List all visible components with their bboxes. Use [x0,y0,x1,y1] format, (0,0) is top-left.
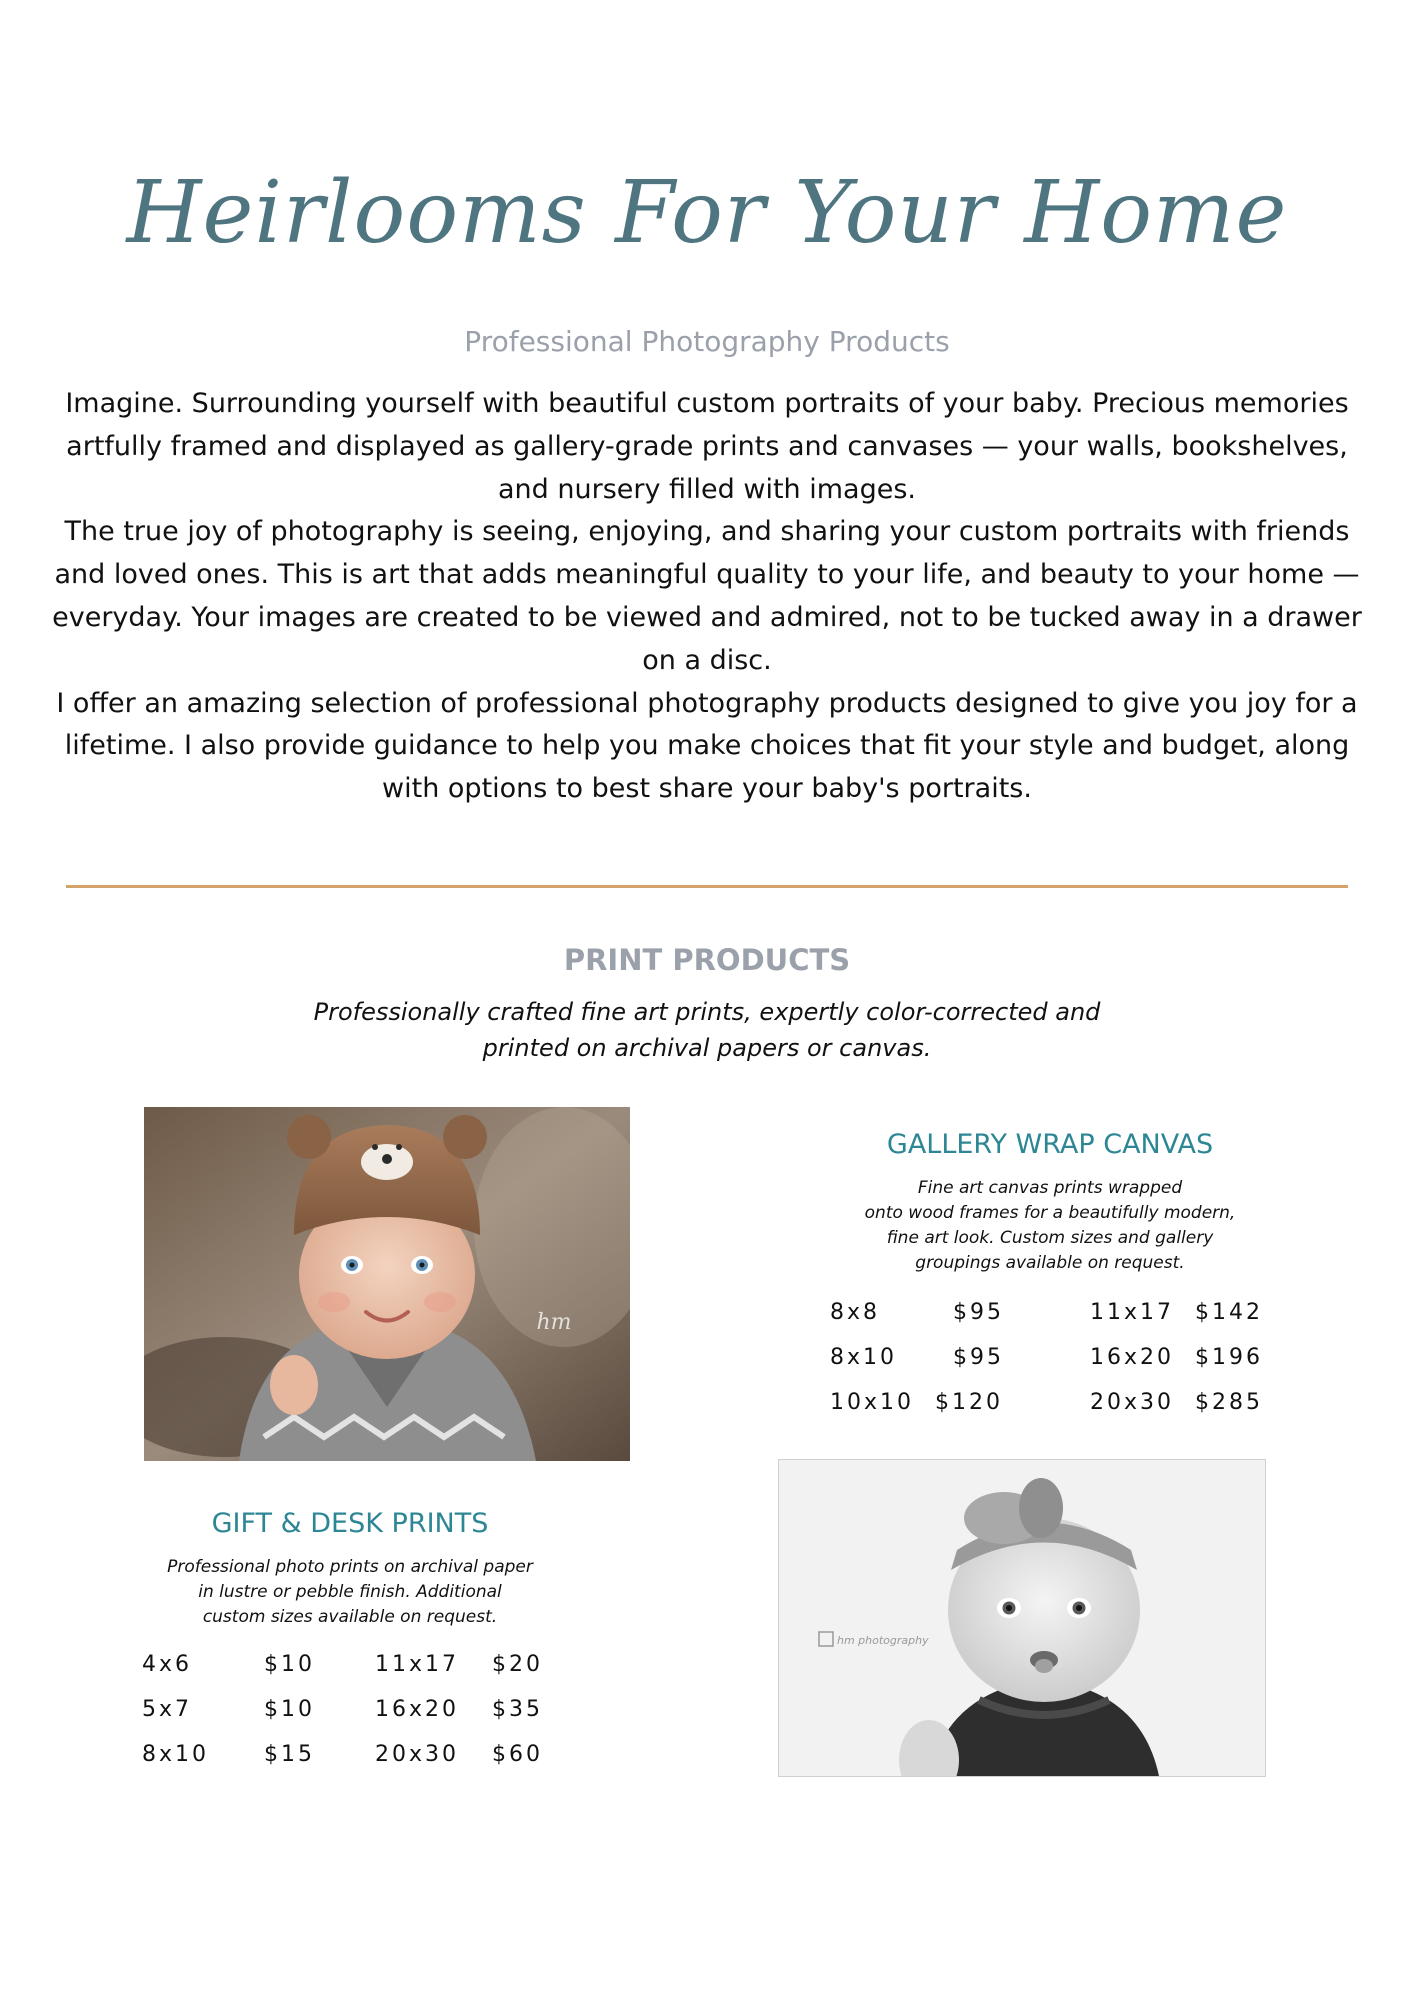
print-products-heading: PRINT PRODUCTS [563,943,851,977]
baby-bear-hat-photo [144,1107,630,1461]
price-value: $20 [492,1652,543,1677]
size-label: 8x10 [830,1345,898,1370]
size-label: 10x10 [830,1390,915,1415]
intro-paragraph: I offer an amazing selection of professional photography products designed to give you joy for a lifetime. I also provide guidance to help you make choices that fit your style and budget, along with options to best share your baby's portraits. [56,687,1358,805]
gallery-wrap-description [760,1176,1340,1276]
price-value: $15 [264,1742,315,1767]
size-label: 4x6 [142,1652,193,1677]
description-line: printed on archival papers or canvas. [482,1034,932,1062]
gift-desk-description [110,1555,590,1630]
description-line: onto wood frames for a beautifully modern, [864,1203,1236,1223]
photo-watermark: hm [536,1310,572,1335]
price-value: $95 [953,1300,1004,1325]
gallery-wrap-price-table [830,1300,1280,1430]
description-line: fine art look. Custom sizes and gallery [886,1228,1214,1248]
price-value: $196 [1195,1345,1263,1370]
print-products-description [0,994,1414,1066]
size-label: 8x8 [830,1300,881,1325]
price-value: $35 [492,1697,543,1722]
price-row [142,1742,582,1772]
description-line: Professional photo prints on archival paper [167,1557,533,1577]
description-line: custom sizes available on request. [202,1607,498,1627]
price-value: $120 [935,1390,1003,1415]
size-label: 11x17 [1090,1300,1175,1325]
baby-headband-photo [778,1459,1266,1777]
gift-desk-heading: GIFT & DESK PRINTS [211,1508,489,1539]
price-value: $142 [1195,1300,1263,1325]
section-divider [66,885,1348,888]
price-row [830,1390,1280,1420]
price-value: $60 [492,1742,543,1767]
price-row [142,1697,582,1727]
baby-headband-illustration [779,1460,1265,1776]
baby-bear-hat-illustration [144,1107,630,1461]
page-title: Heirlooms For Your Home [126,163,1288,263]
page-subtitle: Professional Photography Products [464,325,950,358]
description-line: Professionally crafted fine art prints, expertly color-corrected and [313,998,1101,1026]
price-value: $10 [264,1652,315,1677]
price-row [142,1652,582,1682]
price-row [830,1300,1280,1330]
description-line: groupings available on request. [915,1253,1185,1273]
price-row [830,1345,1280,1375]
intro-paragraph: Imagine. Surrounding yourself with beautiful custom portraits of your baby. Precious memories artfully framed and displayed as gallery-grade prints and canvases — your walls, bookshelves, and nursery filled with images. [65,388,1349,505]
intro-text [52,383,1362,811]
intro-paragraph: The true joy of photography is seeing, enjoying, and sharing your custom portraits with friends and loved ones. This is art that adds meaningful quality to your life, and beauty to your home — everyday. Your images are created to be viewed and admired, not to be tucked away in a drawer on a disc. [52,516,1362,676]
size-label: 20x30 [1090,1390,1175,1415]
photo-watermark: hm photography [837,1634,929,1647]
size-label: 11x17 [375,1652,460,1677]
description-line: in lustre or pebble finish. Additional [198,1582,502,1602]
size-label: 5x7 [142,1697,193,1722]
gallery-wrap-heading: GALLERY WRAP CANVAS [886,1129,1214,1160]
price-value: $285 [1195,1390,1263,1415]
size-label: 20x30 [375,1742,460,1767]
size-label: 16x20 [1090,1345,1175,1370]
description-line: Fine art canvas prints wrapped [917,1178,1183,1198]
size-label: 8x10 [142,1742,210,1767]
price-value: $95 [953,1345,1004,1370]
size-label: 16x20 [375,1697,460,1722]
price-value: $10 [264,1697,315,1722]
gift-desk-price-table [142,1652,582,1782]
